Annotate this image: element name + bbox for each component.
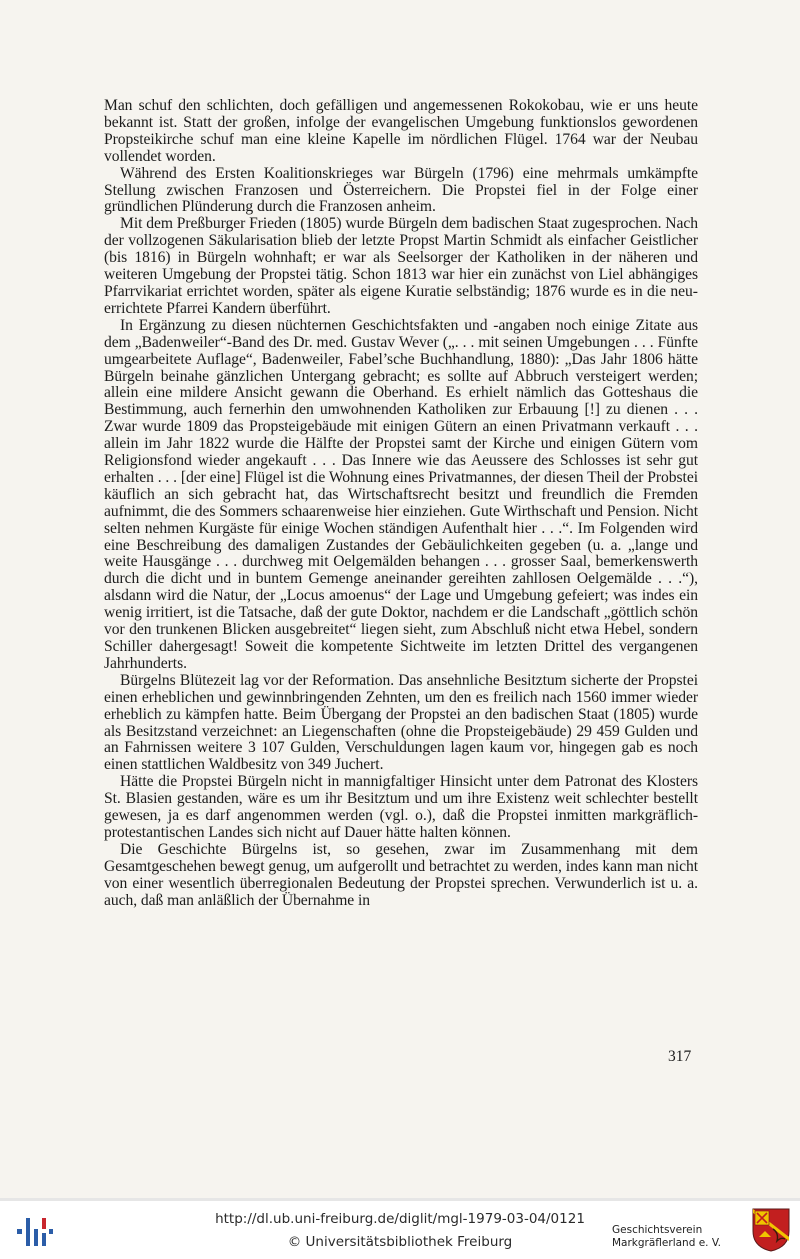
paragraph: Die Geschichte Bürgelns ist, so gesehen, zwar im Zusammenhang mit dem Gesamtgeschehen bewegt genug, um aufgerollt und betrachtet zu werden, indes kann man nicht von einer wesentlich überregionalen Bedeutung der Propstei sprechen. Verwunderlich ist u. a. auch, daß man anläßlich der Übernahme in: [104, 840, 698, 909]
footer-divider: [0, 1198, 800, 1201]
paragraph: Hätte die Propstei Bürgeln nicht in mannigfaltiger Hinsicht unter dem Patronat des Klosters St. Blasien gestanden, wäre es um ihr Besitztum und um ihre Existenz weit schlechter bestellt gewesen, ja es darf angenommen werden (vgl. o.), daß die Propstei inmitten markgräflich-protestantischen Landes sich nicht auf Dauer hätte halten können.: [104, 773, 698, 841]
page-number: 317: [668, 1048, 692, 1065]
paragraph: Während des Ersten Koalitionskrieges war Bürgeln (1796) eine mehrmals umkämpfte Stellung zwischen Franzosen und Österreichern. Die Propstei fiel in der Folge einer gründlichen Plünderung durch die Franzosen anheim.: [104, 164, 698, 216]
footer-bar: [0, 1198, 800, 1259]
paragraph: Mit dem Preßburger Frieden (1805) wurde Bürgeln dem badischen Staat zugesprochen. Nach der vollzogenen Säkularisation blieb der letzte Propst Martin Schmidt als einfacher Geistlicher (bis 1816) in Bürgeln wohnhaft; er war als Seelsorger der Katholiken in der näheren und weiteren Umgebung der Propstei tätig. Schon 1813 war hier ein zunächst von Liel abhängiges Pfarrvikariat errichtet worden, später als eigene Kuratie selbständig; 1876 wurde es in die neuerrichtete Pfarrei Kandern überführt.: [104, 215, 698, 317]
coat-of-arms-icon[interactable]: [751, 1207, 791, 1253]
society-line-1: Geschichtsverein: [612, 1224, 703, 1236]
society-name: [612, 1224, 752, 1250]
paragraph: In Ergänzung zu diesen nüchternen Geschichtsfakten und -angaben noch einige Zitate aus dem „Badenweiler“-Band des Dr. med. Gustav Wever („. . . mit seinen Umgebungen . . . Fünfte umgearbeitete Auflage“, Badenweiler, Fabel’sche Buchhandlung, 1880): „Das Jahr 1806 hätte Bürgeln beinahe gänzlichen Untergang gebracht; es sollte auf Abbruch versteigert werden; allein eine mildere Ansicht gewann die Oberhand. Es erhielt nämlich das Gotteshaus die Bestimmung, auch fernerhin den umwohnenden Katholiken zur Erbauung [!] zu dienen . . . Zwar wurde 1809 das Propsteigebäude mit einigen Gütern an einen Privatmann verkauft . . . allein im Jahr 1822 wurde die Hälfte der Propstei samt der Kirche und einigen Gütern vom Religionsfond wieder angekauft . . . Das Innere wie das Aeussere des Schlosses ist sehr gut erhalten . . . [der eine] Flügel ist die Wohnung eines Privatmannes, der diesen Theil der Probstei käuflich an sich gebracht hat, das Wirtschaftsrecht besitzt und freundlich die Fremden aufnimmt, die des Sommers schaarenweise hier einziehen. Gute Wirthschaft und Pension. Nicht selten nehmen Kurgäste für einige Wochen ständigen Aufenthalt hier . . .“. Im Folgenden wird eine Beschreibung des damaligen Zustandes der Gebäulichkeiten gegeben (u. a. „lange und weite Hausgänge . . . durchweg mit Oelgemälden behangen . . . grosser Saal, bemerkenswerth durch die dicht und in buntem Gemenge aneinander gereihten zahllosen Oelgemälde . . .“), alsdann wird die Natur, der „Locus amoenus“ der Lage und Umgebung gefeiert; was indes ein wenig irritiert, ist die Tatsache, daß der gute Doktor, nachdem er die Landschaft „göttlich schön vor den trunkenen Blicken ausgebreitet“ liegen sieht, zum Abschluß nicht etwa Hebel, sondern Schiller dahergesagt! Soweit die kompetente Sichtweite im letzten Drittel des vergangenen Jahrhunderts.: [104, 316, 698, 672]
uni-freiburg-logo-icon[interactable]: [14, 1212, 54, 1250]
copyright-text: © Universitätsbibliothek Freiburg: [287, 1234, 513, 1250]
paragraph: Man schuf den schlichten, doch gefälligen und angemessenen Rokokobau, wie er uns heute bekannt ist. Statt der großen, infolge der evangelischen Umgebung funktionslos gewordenen Propsteikirche schuf man eine kleine Kapelle im nördlichen Flügel. 1764 war der Neubau vollendet worden.: [104, 97, 698, 165]
source-link[interactable]: http://dl.ub.uni-freiburg.de/diglit/mgl-1979-03-04/0121: [215, 1211, 585, 1227]
paragraph: Bürgelns Blütezeit lag vor der Reformation. Das ansehnliche Besitztum sicherte der Propstei einen erheblichen und gewinnbringenden Zehnten, um den es freilich nach 1560 immer wieder erheblich zu kämpfen hatte. Beim Übergang der Propstei an den badischen Staat (1805) wurde als Besitzstand verzeichnet: an Liegenschaften (ohne die Propsteigebäude) 29 459 Gulden und an Fahrnissen weitere 3 107 Gulden, Verschuldungen lagen kaum vor, hingegen gab es noch einen stattlichen Waldbesitz von 349 Juchert.: [104, 671, 698, 774]
society-line-2: Markgräflerland e. V.: [612, 1237, 722, 1249]
body-text: [104, 98, 698, 910]
